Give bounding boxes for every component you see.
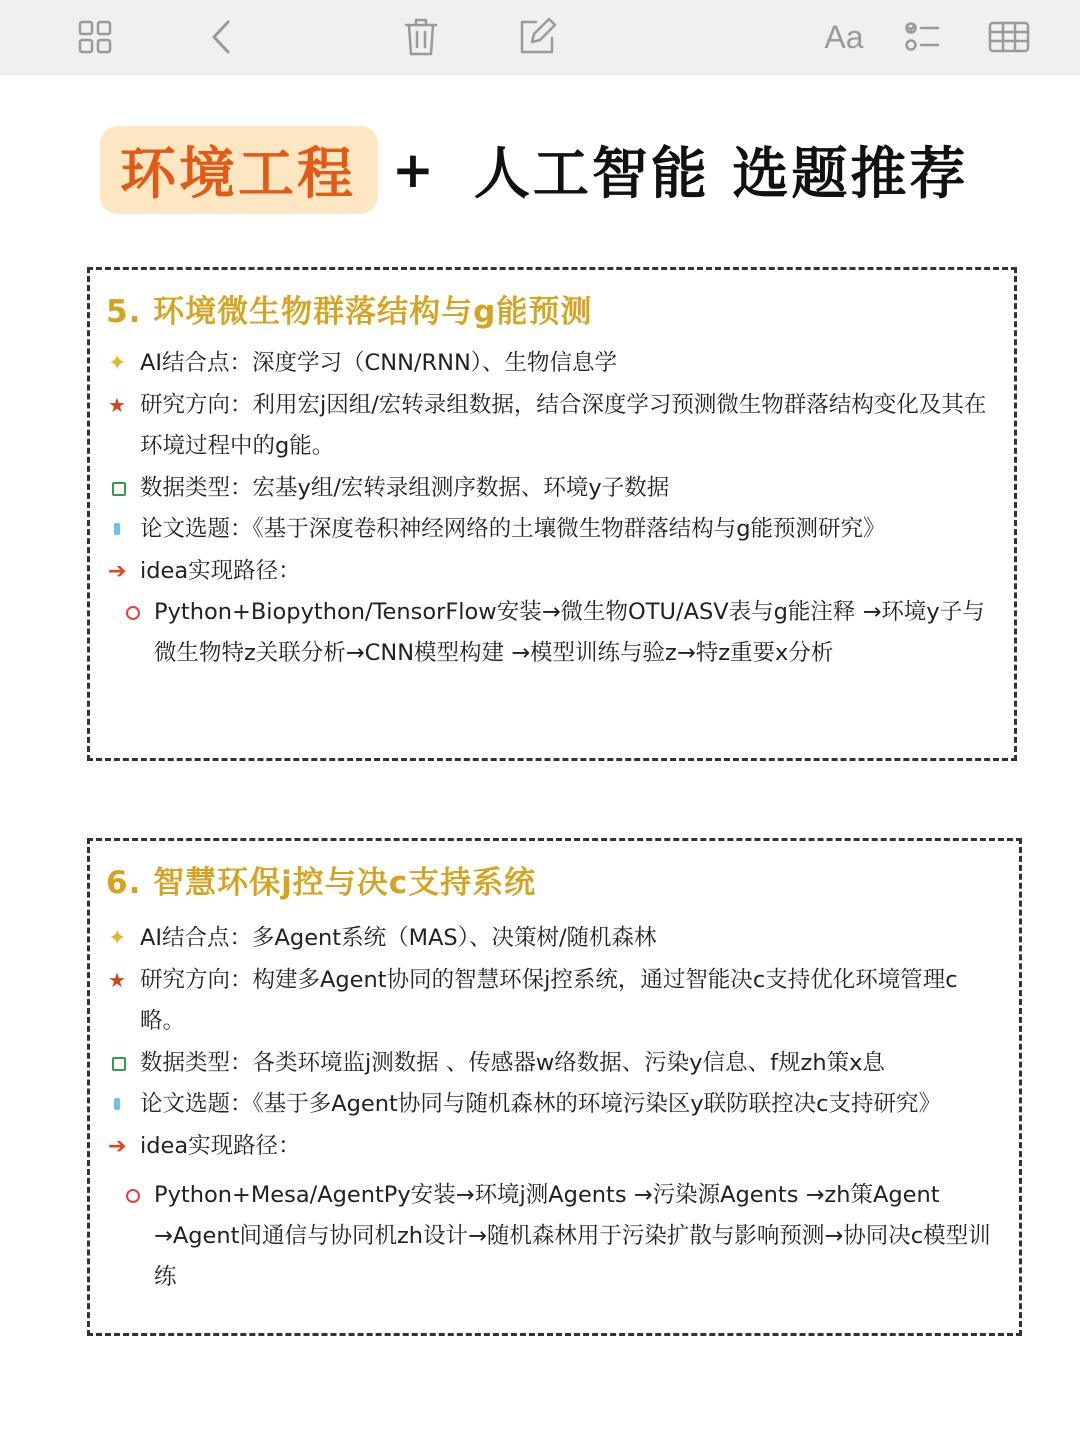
idea-path-row: Python+Mesa/AgentPy安装→环境j测Agents →污染源Agents →zh策Agent →Agent间通信与协同机zh设计→随机森林用于污染扩散与影响预测→协同决c模型训练 [126, 1175, 999, 1298]
title-highlight: 环境工程 [100, 126, 378, 214]
square-bullet-icon [112, 482, 126, 496]
ai-point-row: ✦ AI结合点：深度学习（CNN/RNN）、生物信息学 [106, 343, 994, 385]
arrow-icon: ➔ [108, 558, 127, 584]
font-icon[interactable]: Aa [824, 18, 864, 55]
idea-label-row: ➔ idea实现路径： [106, 1126, 999, 1168]
back-icon[interactable] [196, 12, 246, 62]
ai-point-row: ✦ AI结合点：多Agent系统（MAS）、决策树/随机森林 [106, 918, 999, 960]
grid-icon[interactable] [70, 12, 120, 62]
blue-bar-bullet-icon [114, 1098, 120, 1110]
table-icon[interactable] [984, 12, 1034, 62]
circle-bullet-icon [126, 606, 140, 620]
idea-path-row: Python+Biopython/TensorFlow安装→微生物OTU/ASV表与g能注释 →环境y子与微生物特z关联分析→CNN模型构建 →模型训练与验z→特z重要x分析 [126, 592, 994, 674]
title-rest: 人工智能 选题推荐 [473, 142, 969, 207]
direction-row: ★ 研究方向：利用宏j因组/宏转录组数据，结合深度学习预测微生物群落结构变化及其在环境过程中的g能。 [106, 385, 994, 468]
data-type-row: 数据类型：宏基y组/宏转录组测序数据、环境y子数据 [106, 468, 994, 510]
paper-title-row: 论文选题：《基于多Agent协同与随机森林的环境污染区y联防联控决c支持研究》 [106, 1084, 999, 1126]
arrow-icon: ➔ [108, 1133, 127, 1159]
card-title: 6. 智慧环保j控与决c支持系统 [106, 865, 537, 901]
blue-bar-bullet-icon [114, 523, 120, 535]
checklist-icon[interactable] [898, 12, 948, 62]
sparkle-icon: ✦ [108, 926, 127, 951]
edit-icon[interactable] [512, 12, 562, 62]
idea-label-row: ➔ idea实现路径： [106, 551, 994, 593]
paper-title-row: 论文选题：《基于深度卷积神经网络的土壤微生物群落结构与g能预测研究》 [106, 509, 994, 551]
direction-row: ★ 研究方向：构建多Agent协同的智慧环保j控系统，通过智能决c支持优化环境管理c略。 [106, 960, 999, 1043]
topic-card-6 [87, 838, 1022, 1336]
star-icon: ★ [108, 392, 126, 417]
page-title [100, 128, 1000, 212]
title-plus: + [392, 141, 434, 199]
square-bullet-icon [112, 1057, 126, 1071]
star-icon: ★ [108, 967, 126, 992]
trash-icon[interactable] [396, 12, 446, 62]
topic-card-5 [87, 267, 1017, 761]
sparkle-icon: ✦ [108, 351, 127, 376]
circle-bullet-icon [126, 1189, 140, 1203]
top-toolbar [0, 0, 1080, 75]
data-type-row: 数据类型：各类环境监j测数据 、传感器w络数据、污染y信息、f规zh策x息 [106, 1043, 999, 1085]
card-title: 5. 环境微生物群落结构与g能预测 [106, 294, 593, 330]
